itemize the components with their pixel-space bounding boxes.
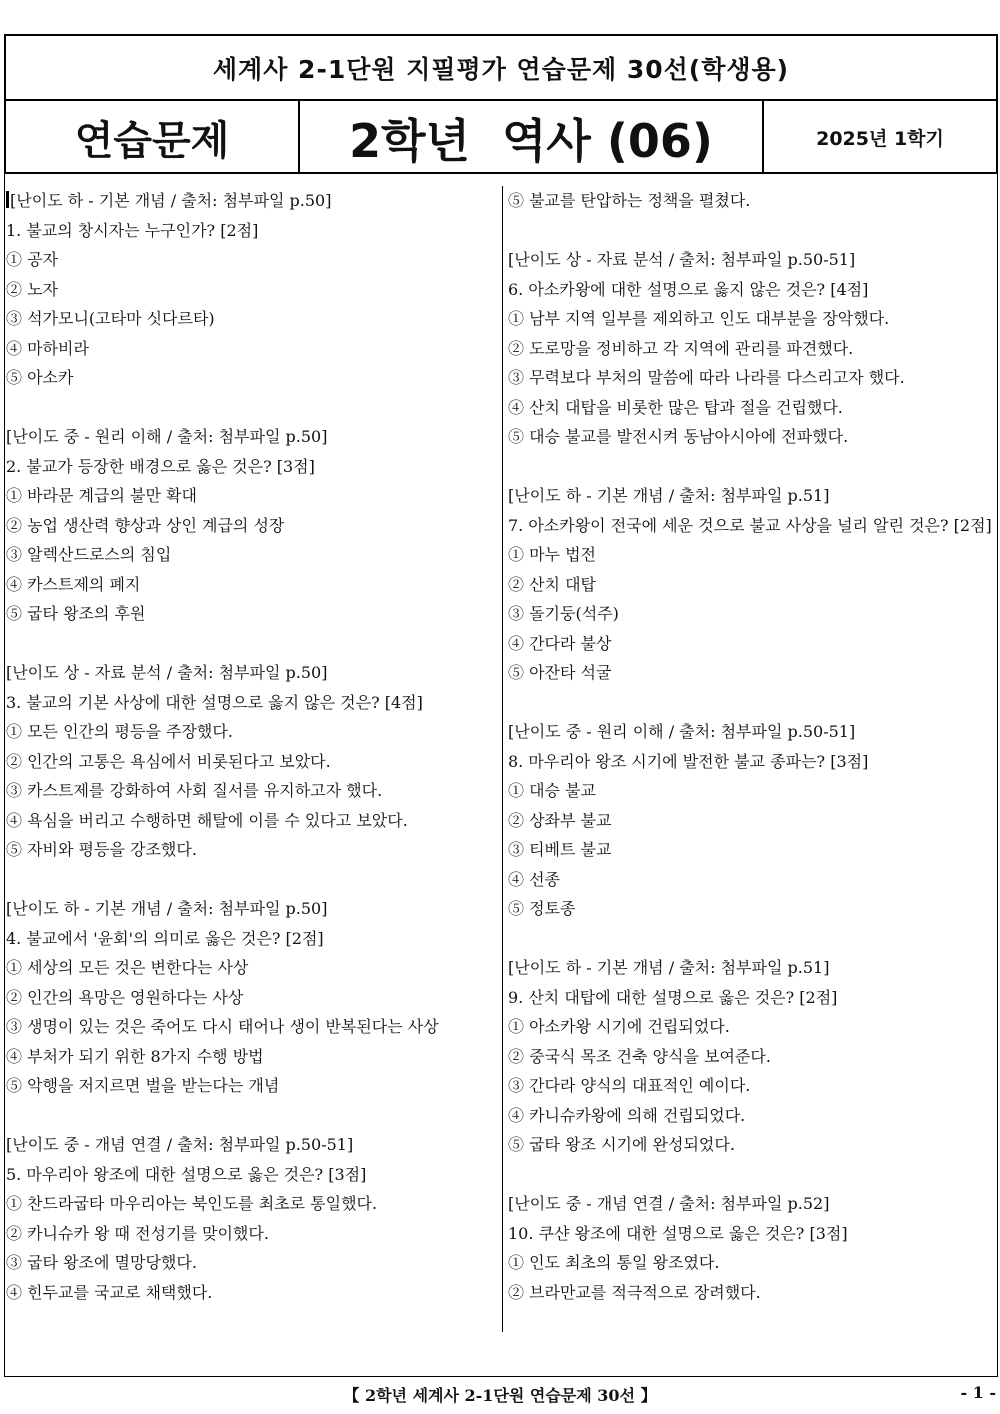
answer-option: ③ 간다라 양식의 대표적인 예이다. (508, 1076, 751, 1095)
answer-option: ⑤ 아잔타 석굴 (508, 663, 612, 682)
question-meta: [난이도 상 - 자료 분석 / 출처: 첨부파일 p.50-51] (508, 250, 856, 269)
answer-option: ④ 카스트제의 폐지 (6, 574, 141, 594)
answer-option: ① 남부 지역 일부를 제외하고 인도 대부분을 장악했다. (508, 309, 890, 328)
answer-option: ⑤ 정토종 (508, 899, 576, 918)
answer-option: ④ 선종 (508, 869, 560, 889)
question-text: 3. 불교의 기본 사상에 대한 설명으로 옳지 않은 것은? [4점] (6, 692, 423, 712)
page-number: - 1 - (960, 1383, 996, 1402)
question-meta: [난이도 중 - 개념 연결 / 출처: 첨부파일 p.50-51] (6, 1135, 354, 1154)
question-block (6, 186, 496, 393)
answer-option: ② 인간의 고통은 욕심에서 비롯된다고 보았다. (6, 751, 331, 771)
answer-option: ⑤ 굽타 왕조 시기에 완성되었다. (508, 1135, 735, 1154)
answer-option: ③ 돌기둥(석주) (508, 604, 619, 623)
column-divider (502, 186, 503, 1332)
answer-option: ① 인도 최초의 통일 왕조였다. (508, 1253, 720, 1272)
question-text: 8. 마우리아 왕조 시기에 발전한 불교 종파는? [3점] (508, 751, 869, 771)
answer-option: ① 아소카왕 시기에 건립되었다. (508, 1017, 730, 1036)
question-block (508, 1189, 998, 1307)
answer-option: ③ 알렉산드로스의 침입 (6, 545, 172, 564)
answer-option: ① 세상의 모든 것은 변한다는 사상 (6, 958, 249, 977)
question-text: 5. 마우리아 왕조에 대한 설명으로 옳은 것은? [3점] (6, 1164, 367, 1184)
question-text: 7. 아소카왕이 전국에 세운 것으로 불교 사상을 널리 알린 것은? [2점] (508, 515, 992, 535)
question-text: 6. 아소카왕에 대한 설명으로 옳지 않은 것은? [4점] (508, 279, 869, 299)
answer-option: ① 모든 인간의 평등을 주장했다. (6, 722, 233, 741)
answer-option: ④ 간다라 불상 (508, 633, 612, 653)
answer-option: ⑤ 악행을 저지르면 벌을 받는다는 개념 (6, 1076, 280, 1095)
question-block (6, 894, 496, 1101)
footer-title: 【 2학년 세계사 2-1단원 연습문제 30선 】 (343, 1386, 657, 1405)
answer-option: ② 산치 대탑 (508, 574, 596, 594)
question-block (6, 422, 496, 629)
answer-option: ③ 굽타 왕조에 멸망당했다. (6, 1253, 197, 1272)
answer-option: ① 찬드라굽타 마우리아는 북인도를 최초로 통일했다. (6, 1194, 378, 1213)
answer-option: ② 농업 생산력 향상과 상인 계급의 성장 (6, 515, 285, 535)
question-meta: [난이도 중 - 개념 연결 / 출처: 첨부파일 p.52] (508, 1194, 830, 1213)
answer-option: ⑤ 자비와 평등을 강조했다. (6, 840, 197, 859)
left-column (6, 186, 496, 1307)
answer-option: ⑤ 굽타 왕조의 후원 (6, 604, 146, 623)
question-block (508, 953, 998, 1160)
answer-option: ② 브라만교를 적극적으로 장려했다. (508, 1282, 761, 1302)
answer-option: ② 카니슈카 왕 때 전성기를 맞이했다. (6, 1223, 269, 1243)
exam-header-row (6, 101, 996, 174)
question-text: 9. 산치 대탑에 대한 설명으로 옳은 것은? [2점] (508, 987, 838, 1007)
exam-header (4, 34, 998, 174)
answer-option: ④ 산치 대탑을 비롯한 많은 탑과 절을 건립했다. (508, 397, 843, 417)
answer-option: ③ 카스트제를 강화하여 사회 질서를 유지하고자 했다. (6, 781, 383, 800)
right-column (508, 186, 998, 1307)
exam-term: 2025년 1학기 (816, 128, 944, 150)
answer-option: ③ 생명이 있는 것은 죽어도 다시 태어나 생이 반복된다는 사상 (6, 1017, 439, 1036)
answer-option: ⑤ 아소카 (6, 368, 74, 387)
answer-option: ③ 티베트 불교 (508, 840, 612, 859)
answer-option: ④ 욕심을 버리고 수행하면 해탈에 이를 수 있다고 보았다. (6, 810, 408, 830)
question-meta: [난이도 하 - 기본 개념 / 출처: 첨부파일 p.51] (508, 486, 830, 505)
answer-option: ① 대승 불교 (508, 781, 596, 800)
question-block (6, 1130, 496, 1307)
question-text: 10. 쿠샨 왕조에 대한 설명으로 옳은 것은? [3점] (508, 1223, 848, 1243)
question-meta: [난이도 중 - 원리 이해 / 출처: 첨부파일 p.50] (6, 427, 328, 446)
text-cursor-marker (6, 191, 9, 208)
page-footer (0, 1380, 1000, 1408)
question-text: 4. 불교에서 '윤회'의 의미로 옳은 것은? [2점] (6, 928, 324, 948)
answer-option: ⑤ 불교를 탄압하는 정책을 펼쳤다. (508, 191, 751, 210)
answer-option: ④ 힌두교를 국교로 채택했다. (6, 1282, 213, 1302)
question-meta: [난이도 하 - 기본 개념 / 출처: 첨부파일 p.51] (508, 958, 830, 977)
question-text: 1. 불교의 창시자는 누구인가? [2점] (6, 220, 259, 240)
exam-title: 세계사 2-1단원 지필평가 연습문제 30선(학생용) (6, 36, 996, 101)
answer-option: ④ 마하비라 (6, 338, 89, 358)
answer-option: ② 인간의 욕망은 영원하다는 사상 (6, 987, 244, 1007)
question-block (508, 481, 998, 688)
question-continuation (508, 186, 998, 216)
answer-option: ③ 석가모니(고타마 싯다르타) (6, 309, 215, 328)
answer-option: ④ 부처가 되기 위한 8가지 수행 방법 (6, 1046, 264, 1066)
answer-option: ② 중국식 목조 건축 양식을 보여준다. (508, 1046, 771, 1066)
question-block (508, 245, 998, 452)
question-meta: [난이도 중 - 원리 이해 / 출처: 첨부파일 p.50-51] (508, 722, 856, 741)
answer-option: ② 도로망을 정비하고 각 지역에 관리를 파견했다. (508, 338, 854, 358)
question-meta: [난이도 하 - 기본 개념 / 출처: 첨부파일 p.50] (6, 899, 328, 918)
answer-option: ③ 무력보다 부처의 말씀에 따라 나라를 다스리고자 했다. (508, 368, 905, 387)
exam-subject: 2학년 역사 (06) (300, 101, 764, 174)
answer-option: ④ 카니슈카왕에 의해 건립되었다. (508, 1105, 746, 1125)
answer-option: ① 마누 법전 (508, 545, 596, 564)
exam-label: 연습문제 (6, 101, 300, 174)
page-frame-bottom (4, 1376, 998, 1377)
answer-option: ① 바라문 계급의 불만 확대 (6, 486, 197, 505)
answer-option: ① 공자 (6, 250, 58, 269)
answer-option: ⑤ 대승 불교를 발전시켜 동남아시아에 전파했다. (508, 427, 849, 446)
question-meta: [난이도 상 - 자료 분석 / 출처: 첨부파일 p.50] (6, 663, 328, 682)
question-block (508, 717, 998, 924)
question-meta: [난이도 하 - 기본 개념 / 출처: 첨부파일 p.50] (6, 186, 496, 216)
question-block (6, 658, 496, 865)
question-text: 2. 불교가 등장한 배경으로 옳은 것은? [3점] (6, 456, 315, 476)
answer-option: ② 노자 (6, 279, 58, 299)
answer-option: ② 상좌부 불교 (508, 810, 612, 830)
